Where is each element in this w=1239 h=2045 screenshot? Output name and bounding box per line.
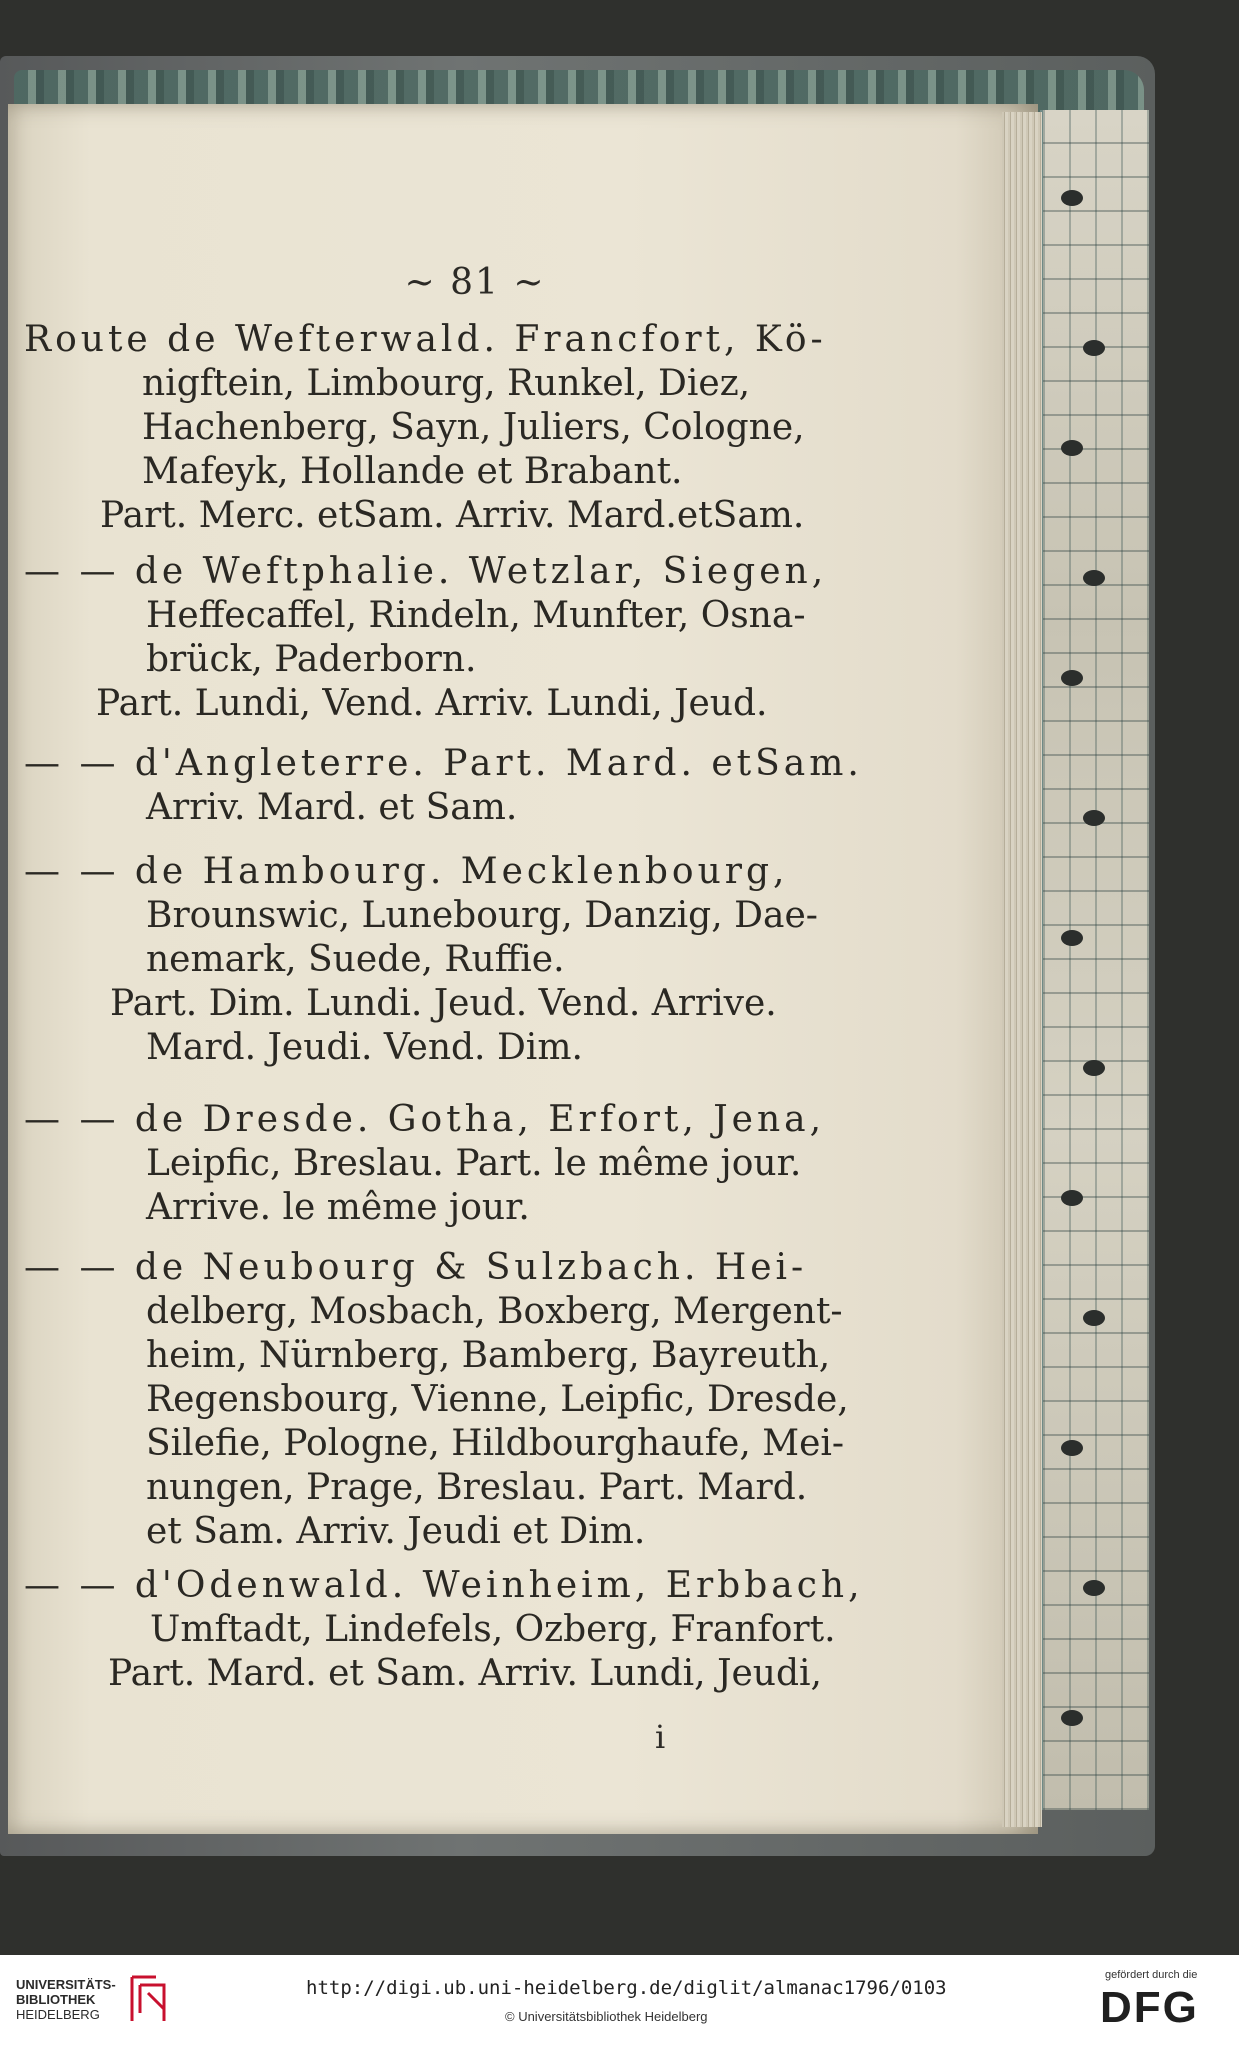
viewer-footer [0,1955,1239,2045]
marbling-dot [1061,670,1083,686]
library-logo-text [16,1977,116,2022]
text-line: heim, Nürnberg, Bamberg, Bayreuth, [146,1335,831,1376]
copyright-text: © Universitätsbibliothek Heidelberg [505,2009,708,2024]
text-line: nigftein, Limbourg, Runkel, Diez, [142,363,751,404]
marbling-dot [1061,930,1083,946]
text-line: Brounswic, Lunebourg, Danzig, Dae- [146,895,818,936]
text-line: Part. Merc. etSam. Arriv. Mard.etSam. [100,495,805,536]
marbled-endpaper [1040,110,1149,1810]
text-line: Arrive. le même jour. [146,1187,530,1228]
text-line: et Sam. Arriv. Jeudi et Dim. [146,1511,646,1552]
text-line: nemark, Suede, Ruffie. [146,939,565,980]
text-line: Part. Lundi, Vend. Arriv. Lundi, Jeud. [96,683,768,724]
page-number-header: ~ 81 ~ [404,262,546,303]
page-edges [1002,112,1042,1827]
text-line: nungen, Prage, Breslau. Part. Mard. [146,1467,808,1508]
marbling-dot [1061,1710,1083,1726]
marbling-dot [1061,440,1083,456]
marbling-dot [1061,190,1083,206]
text-line: delberg, Mosbach, Boxberg, Mergent- [146,1291,843,1332]
text-line: — — de Weftphalie. Wetzlar, Siegen, [24,551,828,592]
text-line: Mafeyk, Hollande et Brabant. [142,451,683,492]
text-line: Leipfic, Breslau. Part. le même jour. [146,1143,802,1184]
marbling-dot [1083,570,1105,586]
dfg-caption: gefördert durch die [1105,1969,1198,1981]
library-name-line: HEIDELBERG [16,2007,100,2022]
text-line: Silefie, Pologne, Hildbourghaufe, Mei- [146,1423,845,1464]
text-line: Mard. Jeudi. Vend. Dim. [146,1027,583,1068]
text-line: Umftadt, Lindefels, Ozberg, Franfort. [150,1609,836,1650]
text-line: — — de Dresde. Gotha, Erfort, Jena, [24,1099,826,1140]
dfg-logo: DFG [1100,1983,1199,2032]
text-line: — — de Neubourg & Sulzbach. Hei- [24,1247,808,1288]
marbling-dot [1083,1060,1105,1076]
text-line: — — d'Angleterre. Part. Mard. etSam. [24,743,863,784]
text-line: — — d'Odenwald. Weinheim, Erbbach, [24,1565,864,1606]
text-line: Part. Mard. et Sam. Arriv. Lundi, Jeudi, [108,1653,822,1694]
permalink-url[interactable]: http://digi.ub.uni-heidelberg.de/diglit/almanac1796/0103 [306,1977,947,1999]
marbling-dot [1061,1190,1083,1206]
marbling-dot [1083,1580,1105,1596]
text-line: Arriv. Mard. et Sam. [146,787,518,828]
text-line: — — de Hambourg. Mecklenbourg, [24,851,789,892]
marbling-dot [1083,340,1105,356]
marbling-dot [1083,1310,1105,1326]
library-name-line: UNIVERSITÄTS- [16,1977,116,1992]
marbling-dot [1061,1440,1083,1456]
signature-mark: i [655,1718,666,1756]
text-line: Heffecaffel, Rindeln, Munfter, Osna- [146,595,806,636]
text-line: Regensbourg, Vienne, Leipfic, Dresde, [146,1379,849,1420]
library-logo-icon [126,1973,170,2025]
library-name-line: BIBLIOTHEK [16,1992,96,2007]
marbling-dot [1083,810,1105,826]
text-line: Part. Dim. Lundi. Jeud. Vend. Arrive. [110,983,777,1024]
text-line: Hachenberg, Sayn, Juliers, Cologne, [142,407,805,448]
text-line: brück, Paderborn. [146,639,477,680]
text-line: Route de Wefterwald. Francfort, Kö- [24,319,827,360]
